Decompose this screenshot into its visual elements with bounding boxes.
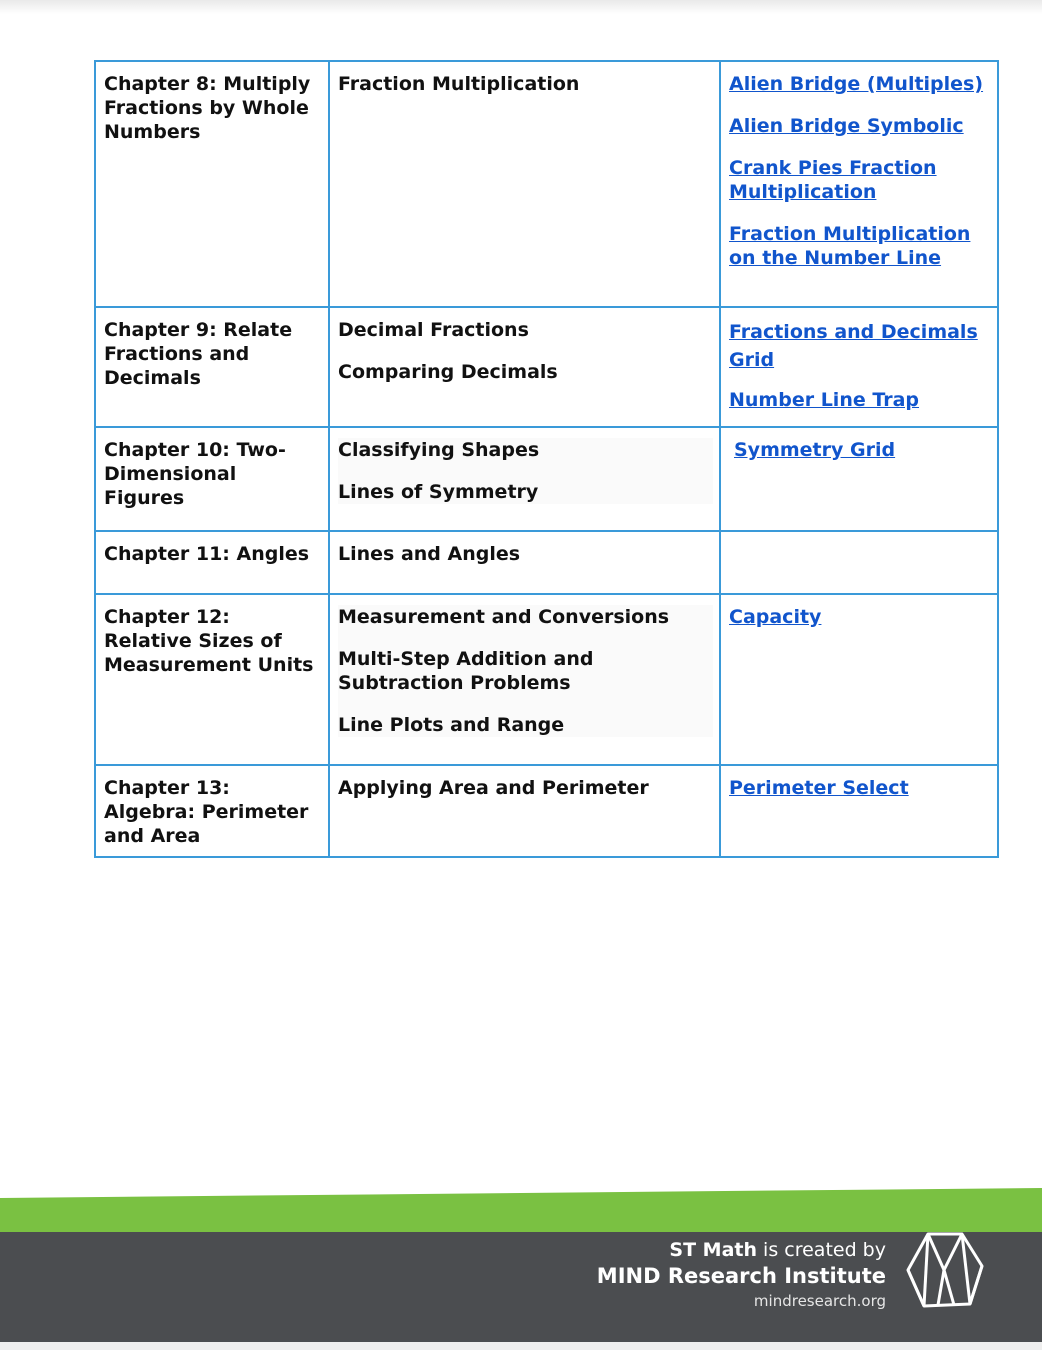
chapter-cell — [95, 765, 329, 857]
topic-item: Line Plots and Range — [338, 714, 565, 736]
topic-item: Multi-Step Addition and Subtraction Problems — [338, 648, 594, 694]
table-row — [95, 307, 998, 427]
topics-cell — [329, 427, 720, 531]
chapter-cell — [95, 427, 329, 531]
game-link[interactable]: Alien Bridge Symbolic — [729, 115, 964, 137]
chapter-title: Chapter 12: Relative Sizes of Measurement Units — [104, 606, 314, 676]
games-cell — [720, 307, 998, 427]
brand-line — [597, 1238, 886, 1262]
topic-item: Comparing Decimals — [338, 361, 558, 383]
games-cell — [720, 765, 998, 857]
game-link[interactable]: Fraction Multiplication on the Number Line — [729, 223, 971, 269]
footer-brand — [597, 1238, 886, 1312]
topics-cell — [329, 61, 720, 307]
curriculum-table — [94, 60, 999, 858]
table-row — [95, 765, 998, 857]
chapter-cell — [95, 61, 329, 307]
topics-group — [338, 438, 713, 504]
created-by: is created by — [757, 1239, 886, 1261]
topic-item: Lines of Symmetry — [338, 481, 539, 503]
bottom-strip — [0, 1342, 1042, 1350]
game-link[interactable]: Number Line Trap — [729, 389, 920, 411]
chapter-cell — [95, 531, 329, 594]
org-url[interactable]: mindresearch.org — [753, 1292, 886, 1310]
topic-item: Classifying Shapes — [338, 439, 540, 461]
table-row — [95, 594, 998, 765]
chapter-title: Chapter 9: Relate Fractions and Decimals — [104, 319, 293, 389]
topics-group — [338, 605, 713, 737]
mind-logo-icon — [904, 1230, 986, 1310]
game-link[interactable]: Perimeter Select — [729, 777, 909, 799]
topics-cell — [329, 307, 720, 427]
chapter-title: Chapter 8: Multiply Fractions by Whole Numbers — [104, 73, 311, 143]
topics-cell — [329, 531, 720, 594]
topic-item: Measurement and Conversions — [338, 606, 670, 628]
games-cell — [720, 594, 998, 765]
game-link[interactable]: Symmetry Grid — [734, 439, 896, 461]
topic-item: Decimal Fractions — [338, 319, 529, 341]
brand-name: ST Math — [669, 1239, 758, 1261]
game-link[interactable]: Alien Bridge (Multiples) — [729, 73, 984, 95]
games-cell — [720, 61, 998, 307]
table-row — [95, 427, 998, 531]
games-cell — [720, 531, 998, 594]
chapter-cell — [95, 594, 329, 765]
chapter-title: Chapter 10: Two-Dimensional Figures — [104, 439, 286, 509]
game-link[interactable]: Capacity — [729, 606, 822, 628]
topics-cell — [329, 594, 720, 765]
chapter-cell — [95, 307, 329, 427]
org-name: MIND Research Institute — [596, 1264, 886, 1288]
topic-item: Fraction Multiplication — [338, 73, 580, 95]
top-edge — [0, 0, 1042, 14]
chapter-title: Chapter 11: Angles — [104, 543, 310, 565]
chapter-title: Chapter 13: Algebra: Perimeter and Area — [104, 777, 309, 847]
topics-cell — [329, 765, 720, 857]
table-row — [95, 61, 998, 307]
topic-item: Lines and Angles — [338, 543, 521, 565]
game-link[interactable]: Crank Pies Fraction Multiplication — [729, 157, 937, 203]
games-cell — [720, 427, 998, 531]
game-link[interactable]: Fractions and Decimals Grid — [729, 321, 978, 371]
table-row — [95, 531, 998, 594]
topic-item: Applying Area and Perimeter — [338, 777, 649, 799]
